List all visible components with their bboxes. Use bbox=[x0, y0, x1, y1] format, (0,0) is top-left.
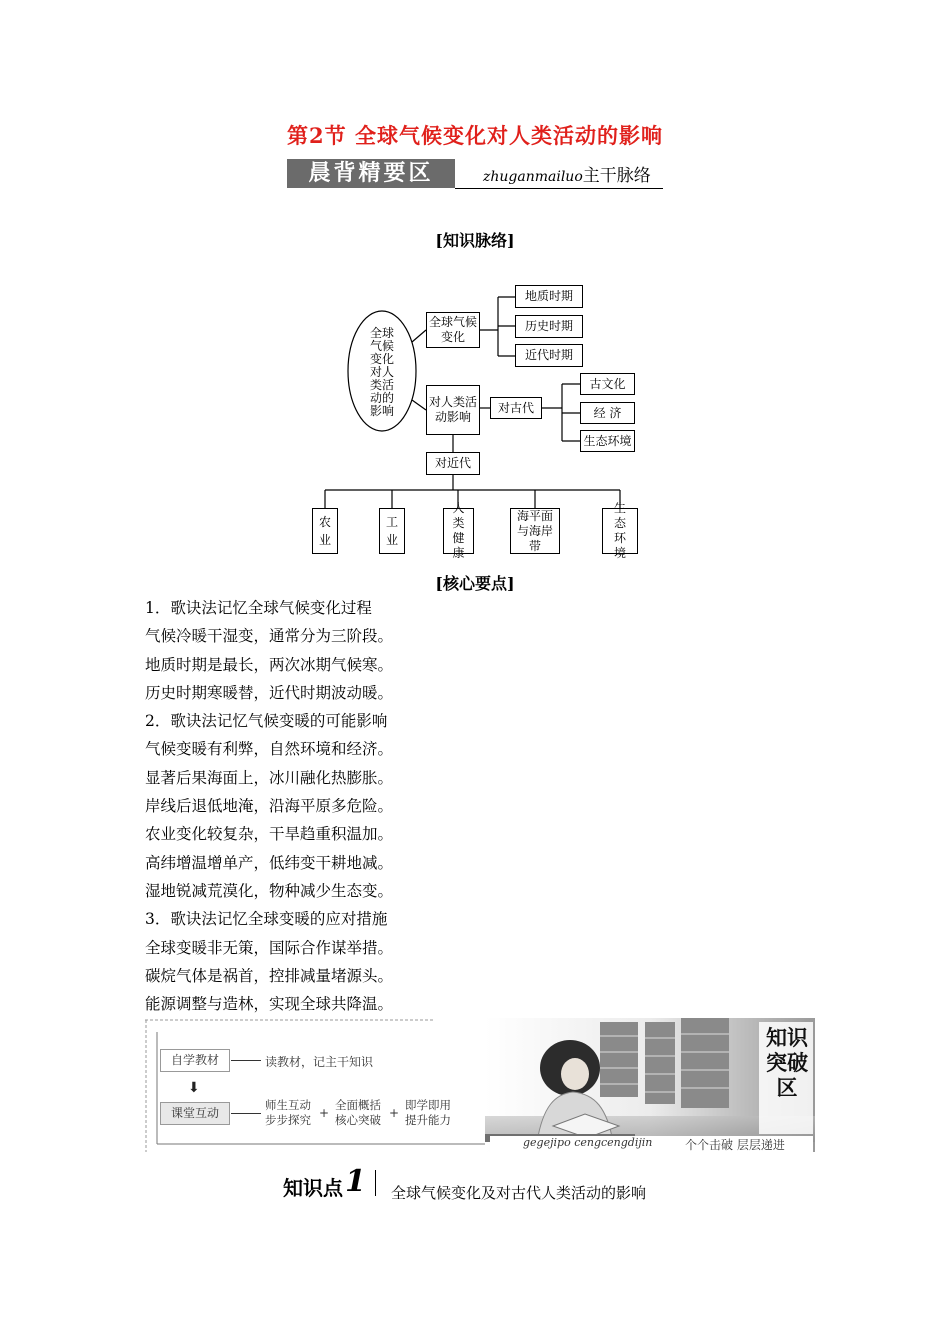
plus-icon: + bbox=[319, 1106, 330, 1120]
node-modern-health: 人类健康 bbox=[443, 508, 474, 554]
classroom-step-1: 师生互动步步探究 bbox=[265, 1098, 311, 1127]
panel-graphic bbox=[145, 1018, 815, 1152]
knowledge-point-divider bbox=[375, 1170, 376, 1196]
core-line: 气候变暖有利弊，自然环境和经济。 bbox=[145, 740, 394, 759]
arrow-down-icon: ⬇ bbox=[188, 1080, 200, 1096]
node-period-modern: 近代时期 bbox=[515, 344, 583, 367]
core-line: 岸线后退低地淹，沿海平原多危险。 bbox=[145, 797, 394, 816]
knowledge-point-number: 1 bbox=[345, 1164, 366, 1199]
section-banner bbox=[287, 157, 663, 191]
self-study-desc: 读教材，记主干知识 bbox=[265, 1055, 374, 1069]
knowledge-point-title: 全球气候变化及对古代人类活动的影响 bbox=[391, 1184, 647, 1202]
banner-label: 主干脉络 bbox=[582, 166, 651, 186]
core-line: 地质时期是最长，两次冰期气候寒。 bbox=[145, 655, 394, 674]
core-line: 历史时期寒暖替，近代时期波动暖。 bbox=[145, 683, 394, 702]
node-modern: 对近代 bbox=[426, 452, 480, 475]
node-ancient-economy: 经 济 bbox=[580, 402, 635, 424]
node-climate-change: 全球气候变化 bbox=[426, 312, 480, 348]
banner-box-label: 晨背精要区 bbox=[287, 159, 455, 188]
core-line: 全球变暖非无策，国际合作谋举措。 bbox=[145, 938, 394, 957]
page-title: 第2节 全球气候变化对人类活动的影响 bbox=[287, 123, 663, 148]
banner-subtitle bbox=[483, 161, 651, 186]
knowledge-map-heading: [知识脉络] bbox=[435, 231, 515, 250]
core-line: 碳烷气体是祸首，控排减量堵源头。 bbox=[145, 966, 394, 985]
core-line: 2．歌诀法记忆气候变暖的可能影响 bbox=[145, 712, 388, 731]
self-study-connector bbox=[231, 1060, 261, 1061]
knowledge-breakthrough-panel bbox=[145, 1018, 815, 1152]
classroom-box: 课堂互动 bbox=[160, 1102, 230, 1125]
classroom-step-3: 即学即用提升能力 bbox=[405, 1098, 451, 1127]
core-line: 高纬增温增单产，低纬变干耕地减。 bbox=[145, 853, 394, 872]
core-line: 农业变化较复杂，干旱趋重积温加。 bbox=[145, 825, 394, 844]
self-study-box: 自学教材 bbox=[160, 1049, 230, 1072]
panel-pinyin: gegejipo cengcengdijin bbox=[523, 1136, 653, 1149]
panel-slogan: 个个击破 层层递进 bbox=[685, 1138, 785, 1152]
node-ancient-ecology: 生态环境 bbox=[580, 430, 635, 452]
knowledge-point-heading bbox=[283, 1164, 783, 1204]
panel-area-title: 知识突破区 bbox=[766, 1026, 808, 1100]
node-modern-coast: 海平面与海岸带 bbox=[510, 508, 560, 554]
node-human-impact: 对人类活动影响 bbox=[426, 385, 480, 435]
banner-underline bbox=[455, 188, 663, 189]
core-points-heading: [核心要点] bbox=[435, 574, 515, 593]
core-line: 能源调整与造林，实现全球共降温。 bbox=[145, 995, 394, 1014]
node-modern-ecology: 生态环境 bbox=[602, 508, 638, 554]
core-points-body bbox=[145, 594, 393, 1018]
core-line: 1．歌诀法记忆全球气候变化过程 bbox=[145, 599, 372, 617]
core-line: 3．歌诀法记忆全球变暖的应对措施 bbox=[145, 910, 388, 929]
core-line: 气候冷暖干湿变，通常分为三阶段。 bbox=[145, 627, 394, 646]
plus-icon: + bbox=[389, 1106, 400, 1120]
node-period-historical: 历史时期 bbox=[515, 315, 583, 338]
node-modern-industry: 工业 bbox=[379, 508, 405, 554]
node-modern-agriculture: 农业 bbox=[312, 508, 338, 554]
node-period-geological: 地质时期 bbox=[515, 285, 583, 308]
classroom-connector bbox=[231, 1113, 261, 1114]
node-ancient-culture: 古文化 bbox=[580, 373, 635, 395]
node-ancient: 对古代 bbox=[490, 397, 542, 419]
classroom-step-2: 全面概括核心突破 bbox=[335, 1098, 381, 1127]
core-line: 显著后果海面上，冰川融化热膨胀。 bbox=[145, 768, 394, 787]
banner-pinyin: zhuganmailuo bbox=[483, 169, 583, 185]
core-line: 湿地锐减荒漠化，物种减少生态变。 bbox=[145, 881, 394, 900]
knowledge-point-label: 知识点 bbox=[283, 1176, 343, 1200]
diagram-root-label: 全球气候变化对人类活动的影响 bbox=[369, 325, 394, 418]
